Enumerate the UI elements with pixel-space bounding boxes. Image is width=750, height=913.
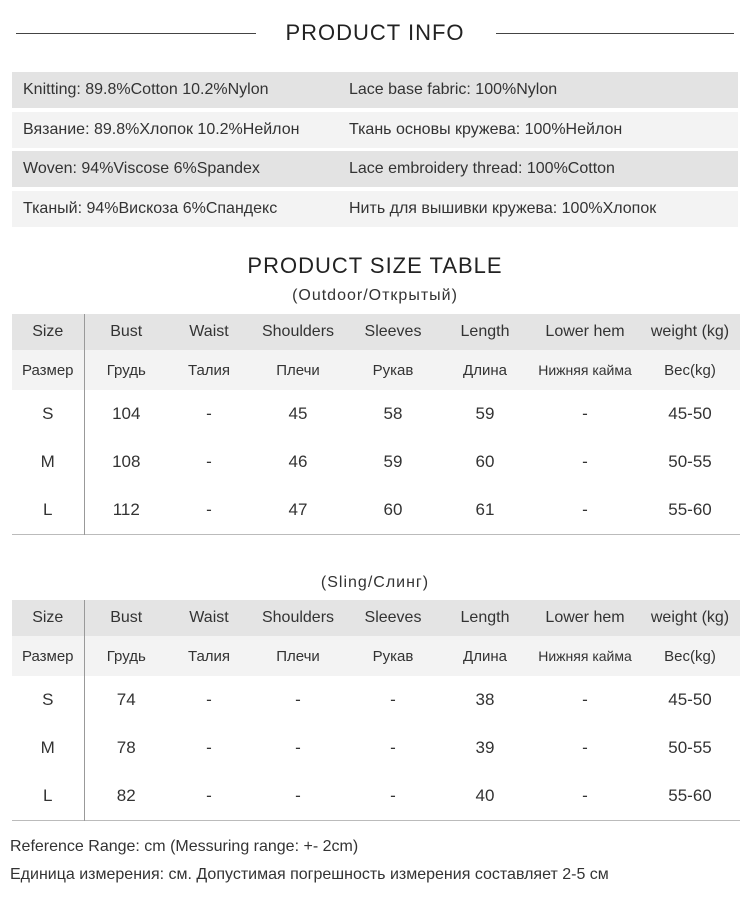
- outdoor-label: (Outdoor/Открытый): [292, 287, 458, 304]
- header-row-en: [12, 600, 740, 636]
- table-cell: -: [295, 690, 301, 709]
- table-cell: Размер: [12, 636, 84, 676]
- table-cell: 58: [383, 404, 403, 423]
- table-cell: -: [206, 785, 212, 805]
- table-cell: Bust: [110, 323, 143, 340]
- table-cell: Плечи: [276, 647, 320, 665]
- table-cell: Размер: [12, 350, 84, 390]
- table-cell: Size: [12, 314, 84, 350]
- reference-range-note: Reference Range: cm (Messuring range: +- 2cm): [10, 838, 359, 855]
- table-cell: Вес(kg): [664, 647, 716, 665]
- table-cell: weight (kg): [650, 323, 730, 340]
- table-cell: -: [206, 690, 212, 709]
- table-cell: Length: [460, 609, 510, 626]
- table-cell: Грудь: [106, 647, 146, 665]
- table-cell: -: [206, 738, 212, 757]
- info-row: [12, 112, 738, 148]
- sling-label: (Sling/Слинг): [320, 574, 430, 591]
- table-cell: -: [206, 452, 212, 471]
- sling-size-table: [12, 600, 740, 821]
- table-cell: 47: [288, 499, 308, 519]
- table-cell: 60: [383, 499, 403, 519]
- table-cell: Талия: [187, 647, 231, 665]
- table-cell: 59: [383, 452, 403, 471]
- title-rule-right: [496, 33, 734, 34]
- table-cell: Талия: [187, 361, 231, 379]
- info-cell: Вязание: 89.8%Хлопок 10.2%Нейлон: [23, 120, 300, 138]
- table-cell: -: [206, 404, 212, 423]
- table-cell: Size: [12, 600, 84, 636]
- table-cell: Вес(kg): [664, 361, 716, 379]
- table-cell: -: [295, 785, 301, 805]
- table-cell: -: [390, 690, 396, 709]
- table-cell: -: [582, 690, 588, 709]
- header-row-ru: [12, 350, 740, 390]
- info-cell: Knitting: 89.8%Cotton 10.2%Nylon: [23, 81, 269, 98]
- table-cell: 46: [288, 452, 308, 471]
- table-cell: 74: [116, 690, 136, 709]
- table-cell: Плечи: [276, 361, 320, 379]
- table-cell: 55-60: [668, 785, 712, 805]
- table-cell: Lower hem: [545, 609, 625, 626]
- table-cell: 50-55: [668, 738, 712, 757]
- table-cell: 59: [475, 404, 495, 423]
- table-cell: Shoulders: [261, 609, 335, 626]
- table-cell: -: [582, 738, 588, 757]
- table-cell: 45: [288, 404, 308, 423]
- table-cell: Рукав: [372, 361, 414, 379]
- table-cell: 45-50: [668, 404, 712, 423]
- table-cell: L: [12, 486, 84, 534]
- table-cell: -: [390, 738, 396, 757]
- table-cell: Sleeves: [364, 609, 422, 626]
- table-cell: weight (kg): [650, 609, 730, 626]
- info-cell: Ткань основы кружева: 100%Нейлон: [349, 120, 623, 138]
- table-row: [12, 724, 740, 772]
- table-cell: S: [12, 676, 84, 724]
- table-cell: 55-60: [668, 499, 712, 519]
- info-cell: Тканый: 94%Вискоза 6%Спандекс: [23, 199, 278, 217]
- table-cell: Рукав: [372, 647, 414, 665]
- table-cell: S: [12, 390, 84, 438]
- info-row: [12, 191, 738, 227]
- table-row: [12, 772, 740, 820]
- table-row: [12, 390, 740, 438]
- table-cell: Length: [460, 323, 510, 340]
- info-cell: Lace embroidery thread: 100%Cotton: [349, 160, 615, 177]
- outdoor-size-table: [12, 314, 740, 535]
- table-cell: 78: [116, 738, 136, 757]
- table-cell: 61: [475, 499, 495, 519]
- table-cell: -: [206, 499, 212, 519]
- table-row: [12, 438, 740, 486]
- measurement-note-ru: Единица измерения: см. Допустимая погрешность измерения составляет 2-5 см: [10, 866, 609, 883]
- table-cell: Нижняя кайма: [538, 361, 632, 378]
- table-cell: 60: [475, 452, 495, 471]
- table-cell: Shoulders: [261, 323, 335, 340]
- table-cell: 39: [475, 738, 495, 757]
- table-cell: Waist: [189, 323, 229, 340]
- page-title: PRODUCT INFO: [285, 20, 465, 45]
- info-cell: Lace base fabric: 100%Nylon: [349, 81, 558, 98]
- table-cell: -: [582, 499, 588, 519]
- info-cell: Woven: 94%Viscose 6%Spandex: [23, 160, 260, 177]
- table-cell: 108: [112, 452, 141, 471]
- table-cell: -: [582, 404, 588, 423]
- table-cell: 50-55: [668, 452, 712, 471]
- table-cell: 38: [475, 690, 495, 709]
- table-cell: Sleeves: [364, 323, 422, 340]
- table-cell: -: [582, 452, 588, 471]
- table-cell: Длина: [463, 361, 507, 379]
- table-cell: 82: [116, 785, 136, 805]
- table-row: [12, 486, 740, 534]
- table-cell: -: [582, 785, 588, 805]
- table-cell: 112: [112, 499, 140, 519]
- table-cell: 104: [112, 404, 141, 423]
- table-row: [12, 676, 740, 724]
- table-cell: L: [12, 772, 84, 820]
- table-cell: Lower hem: [545, 323, 625, 340]
- table-cell: Длина: [463, 647, 507, 665]
- table-cell: -: [390, 785, 396, 805]
- header-row-en: [12, 314, 740, 350]
- info-row: [12, 151, 738, 187]
- table-cell: Waist: [189, 609, 229, 626]
- table-cell: Нижняя кайма: [538, 647, 632, 664]
- material-info-table: [12, 72, 738, 230]
- info-row: [12, 72, 738, 108]
- header-row-ru: [12, 636, 740, 676]
- table-cell: Bust: [110, 609, 143, 626]
- table-cell: M: [12, 724, 84, 772]
- table-cell: Грудь: [106, 361, 146, 379]
- table-cell: M: [12, 438, 84, 486]
- table-cell: -: [295, 738, 301, 757]
- size-table-title: PRODUCT SIZE TABLE: [247, 253, 503, 278]
- table-cell: 45-50: [668, 690, 712, 709]
- table-cell: 40: [475, 785, 495, 805]
- info-cell: Нить для вышивки кружева: 100%Хлопок: [349, 199, 657, 217]
